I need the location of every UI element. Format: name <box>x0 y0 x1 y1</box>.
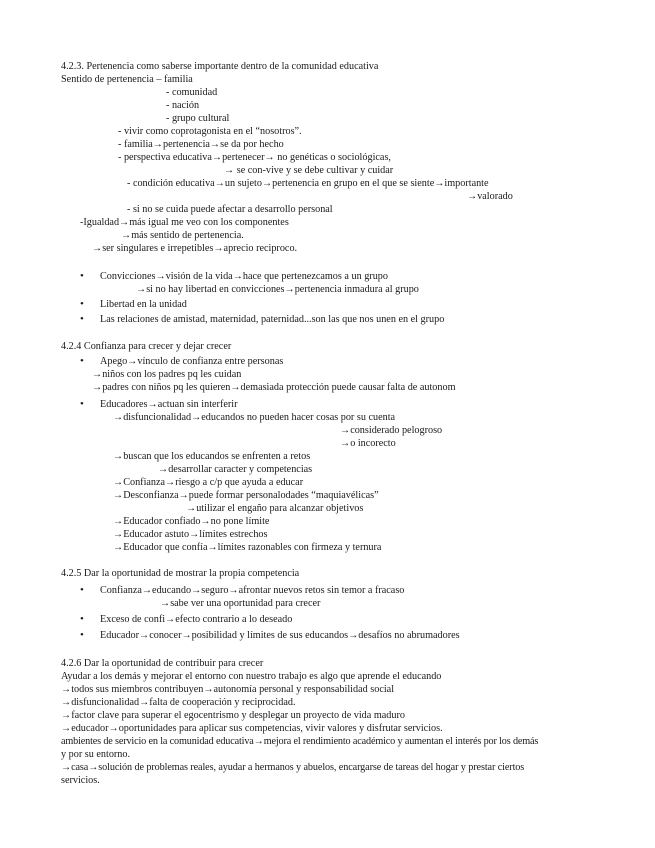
bullet-text: Libertad en la unidad <box>100 299 187 310</box>
text-line: →Educador confiado→no pone límite <box>113 516 270 527</box>
text-line: →educador→oportunidades para aplicar sus competencias, vivir valores y disfrutar servicios. <box>61 723 443 734</box>
text-line: y por su entorno. <box>61 749 131 760</box>
text-line: - nación <box>166 100 200 111</box>
text-line: ambientes de servicio en la comunidad educativa→mejora el rendimiento académico y aumentan el interés por los demás <box>61 736 539 747</box>
text-line: →valorado <box>467 191 513 202</box>
text-line: - perspectiva educativa→pertenecer→ no genéticas o sociológicas, <box>118 152 391 163</box>
text-line: →si no hay libertad en convicciones→pertenencia inmadura al grupo <box>136 284 419 295</box>
text-line: →disfuncionalidad→educandos no pueden hacer cosas por su cuenta <box>113 412 396 423</box>
text-line: →Desconfianza→puede formar personalodades “maquiavélicas” <box>113 490 379 501</box>
bullet-dot <box>80 629 84 642</box>
text-line: →sabe ver una oportunidad para crecer <box>160 598 321 609</box>
bullet-text: Confianza→educando→seguro→afrontar nuevos retos sin temor a fracaso <box>100 585 405 596</box>
text-line: →padres con niños pq les quieren→demasiada protección puede causar falta de autonom <box>92 382 456 393</box>
bullet-dot <box>80 298 84 311</box>
text-line: Sentido de pertenencia – familia <box>61 74 193 85</box>
text-line: servicios. <box>61 775 100 786</box>
bullet-dot <box>80 584 84 597</box>
text-line: →ser singulares e irrepetibles→aprecio reciproco. <box>92 243 298 254</box>
section-heading-426: 4.2.6 Dar la oportunidad de contribuir para crecer <box>61 658 264 669</box>
text-line: -Igualdad→más igual me veo con los componentes <box>80 217 289 228</box>
section-heading-424: 4.2.4 Confianza para crecer y dejar crecer <box>61 341 232 352</box>
text-line: →niños con los padres pq les cuidan <box>92 369 242 380</box>
text-line: →más sentido de pertenencia. <box>121 230 244 241</box>
text-line: →utilizar el engaño para alcanzar objetivos <box>186 503 364 514</box>
text-line: → se con-vive y se debe cultivar y cuidar <box>224 165 394 176</box>
text-line: →Educador astuto→límites estrechos <box>113 529 268 540</box>
text-line: →factor clave para superar el egocentrismo y desplegar un proyecto de vida maduro <box>61 710 405 721</box>
text-line: →buscan que los educandos se enfrenten a retos <box>113 451 311 462</box>
text-line: →considerado pelogroso <box>340 425 443 436</box>
text-line: - grupo cultural <box>166 113 230 124</box>
bullet-text: Convicciones→visión de la vida→hace que pertenezcamos a un grupo <box>100 271 388 282</box>
text-line: →todos sus miembros contribuyen→autonomía personal y responsabilidad social <box>61 684 395 695</box>
section-heading-425: 4.2.5 Dar la oportunidad de mostrar la propia competencia <box>61 568 300 579</box>
text-line: - vivir como coprotagonista en el “nosotros”. <box>118 126 302 137</box>
text-line: →disfuncionalidad→falta de cooperación y reciprocidad. <box>61 697 296 708</box>
section-heading-423: 4.2.3. Pertenencia como saberse importante dentro de la comunidad educativa <box>61 61 379 72</box>
bullet-text: Exceso de confi→efecto contrario a lo deseado <box>100 614 293 625</box>
bullet-dot <box>80 355 84 368</box>
bullet-dot <box>80 270 84 283</box>
bullet-text: Las relaciones de amistad, maternidad, paternidad...son las que nos unen en el grupo <box>100 314 445 325</box>
bullet-dot <box>80 398 84 411</box>
text-line: →Confianza→riesgo a c/p que ayuda a educar <box>113 477 304 488</box>
bullet-text: Educadores→actuan sin interferir <box>100 399 238 410</box>
text-line: →desarrollar caracter y competencias <box>158 464 313 475</box>
text-line: - familia→pertenencia→se da por hecho <box>118 139 284 150</box>
bullet-dot <box>80 613 84 626</box>
text-line: →casa→solución de problemas reales, ayudar a hermanos y abuelos, encargarse de tareas del hogar y prestar ciertos <box>61 762 525 773</box>
bullet-text: Apego→vínculo de confianza entre personas <box>100 356 284 367</box>
text-line: →Educador que confía→límites razonables con firmeza y ternura <box>113 542 382 553</box>
text-line: Ayudar a los demás y mejorar el entorno con nuestro trabajo es algo que aprende el educando <box>61 671 442 682</box>
text-line: - comunidad <box>166 87 218 98</box>
text-line: - si no se cuida puede afectar a desarrollo personal <box>127 204 333 215</box>
text-line: →o incorecto <box>340 438 396 449</box>
bullet-dot <box>80 313 84 326</box>
bullet-text: Educador→conocer→posibilidad y límites de sus educandos→desafíos no abrumadores <box>100 630 460 641</box>
text-line: - condición educativa→un sujeto→pertenencia en grupo en el que se siente→importante <box>127 178 489 189</box>
